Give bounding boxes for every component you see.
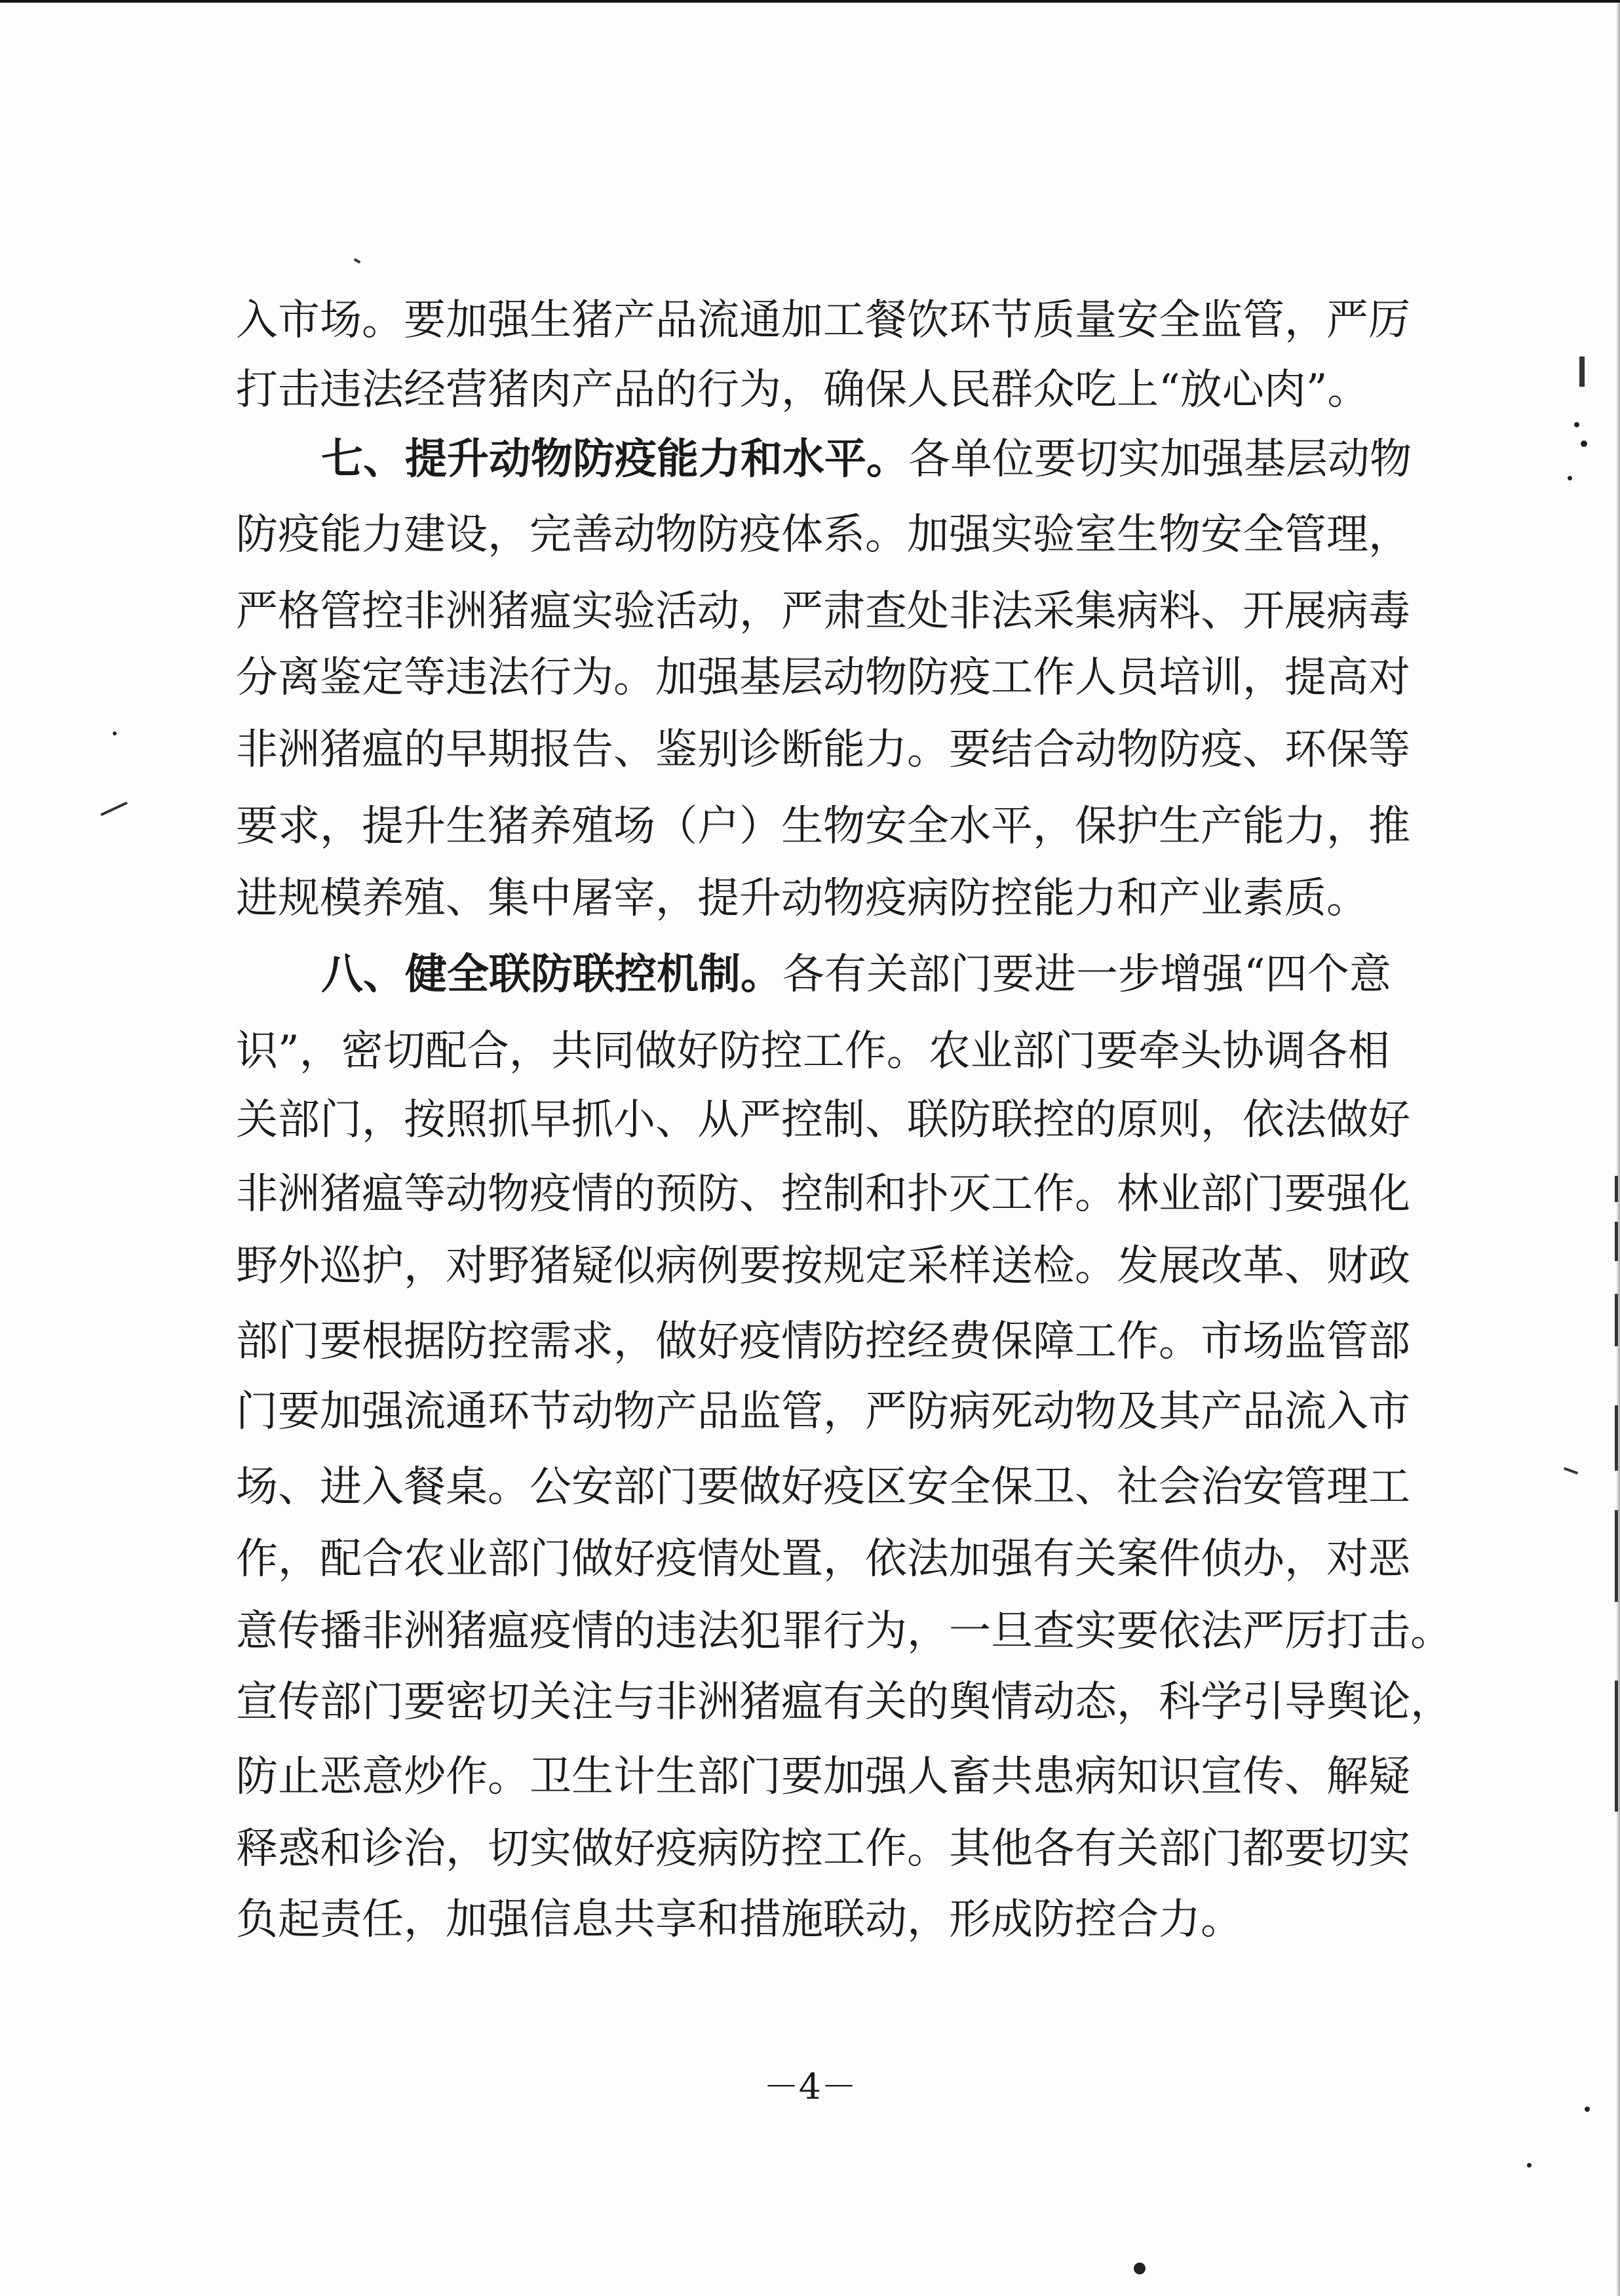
- section-heading-line: [321, 417, 1455, 502]
- text-line: 分离鉴定等违法行为。加强基层动物防疫工作人员培训，提高对: [236, 653, 1410, 702]
- scan-speck: [1615, 1681, 1618, 1812]
- text-line: 要求，提升生猪养殖场（户）生物安全水平，保护生产能力，推: [236, 802, 1410, 851]
- text-line: 场、进入餐桌。公安部门要做好疫区安全保卫、社会治安管理工: [236, 1463, 1410, 1511]
- scan-speck: [1579, 357, 1585, 387]
- text-line: 严格管控非洲猪瘟实验活动，严肃查处非法采集病料、开展病毒: [236, 587, 1410, 636]
- scan-speck: [113, 731, 117, 735]
- text-line: 野外巡护，对野猪疑似病例要按规定采样送检。发展改革、财政: [236, 1242, 1410, 1291]
- scan-speck: [1615, 1222, 1618, 1261]
- section-heading-line: [321, 932, 1455, 1017]
- text-line: 作，配合农业部门做好疫情处置，依法加强有关案件侦办，对恶: [236, 1535, 1410, 1584]
- body-text: [0, 3, 1620, 2296]
- text-line: 入市场。要加强生猪产品流通加工餐饮环节质量安全监管，严厉: [236, 296, 1410, 345]
- text-line: 识”，密切配合，共同做好防控工作。农业部门要牵头协调各相: [236, 1027, 1390, 1076]
- text-line: 打击违法经营猪肉产品的行为，确保人民群众吃上“放心肉”。: [236, 366, 1370, 414]
- section-heading-8: 八、健全联防联控机制。: [321, 950, 782, 999]
- page-number: －4－: [763, 2066, 857, 2107]
- text-line: 非洲猪瘟等动物疫情的预防、控制和扑灭工作。林业部门要强化: [236, 1170, 1410, 1218]
- scan-speck: [1527, 2163, 1532, 2168]
- text-line: 关部门，按照抓早抓小、从严控制、联防联控的原则，依法做好: [236, 1096, 1410, 1144]
- scan-speck: [1574, 422, 1579, 427]
- text-line: 负起责任，加强信息共享和措施联动，形成防控合力。: [236, 1896, 1243, 1944]
- text-line: 释惑和诊治，切实做好疫病防控工作。其他各有关部门都要切实: [236, 1825, 1410, 1873]
- text-line: 进规模养殖、集中屠宰，提升动物疫病防控能力和产业素质。: [236, 874, 1368, 923]
- scan-speck: [1615, 1510, 1618, 1602]
- text-fragment: 各有关部门要进一步增强“四个意: [782, 950, 1391, 999]
- text-line: 非洲猪瘟的早期报告、鉴别诊断能力。要结合动物防疫、环保等: [236, 726, 1410, 774]
- text-line: 宣传部门要密切关注与非洲猪瘟有关的舆情动态，科学引导舆论，: [236, 1678, 1452, 1726]
- text-line: 部门要根据防控需求，做好疫情防控经费保障工作。市场监管部: [236, 1317, 1410, 1366]
- text-fragment: 各单位要切实加强基层动物: [908, 435, 1412, 484]
- section-heading-7: 七、提升动物防疫能力和水平。: [321, 435, 908, 484]
- scan-speck: [1581, 440, 1587, 447]
- text-line: 门要加强流通环节动物产品监管，严防病死动物及其产品流入市: [236, 1388, 1410, 1436]
- scan-speck: [1134, 2263, 1146, 2274]
- scan-speck: [1615, 1405, 1618, 1471]
- scan-speck: [1568, 476, 1572, 480]
- scan-speck: [1585, 2107, 1590, 2112]
- text-line: 意传播非洲猪瘟疫情的违法犯罪行为，一旦查实要依法严厉打击。: [236, 1607, 1452, 1656]
- scan-speck: [1615, 1294, 1618, 1346]
- text-line: 防止恶意炒作。卫生计生部门要加强人畜共患病知识宣传、解疑: [236, 1753, 1410, 1801]
- text-line: 防疫能力建设，完善动物防疫体系。加强实验室生物安全管理，: [236, 511, 1410, 559]
- scan-speck: [1615, 1176, 1618, 1202]
